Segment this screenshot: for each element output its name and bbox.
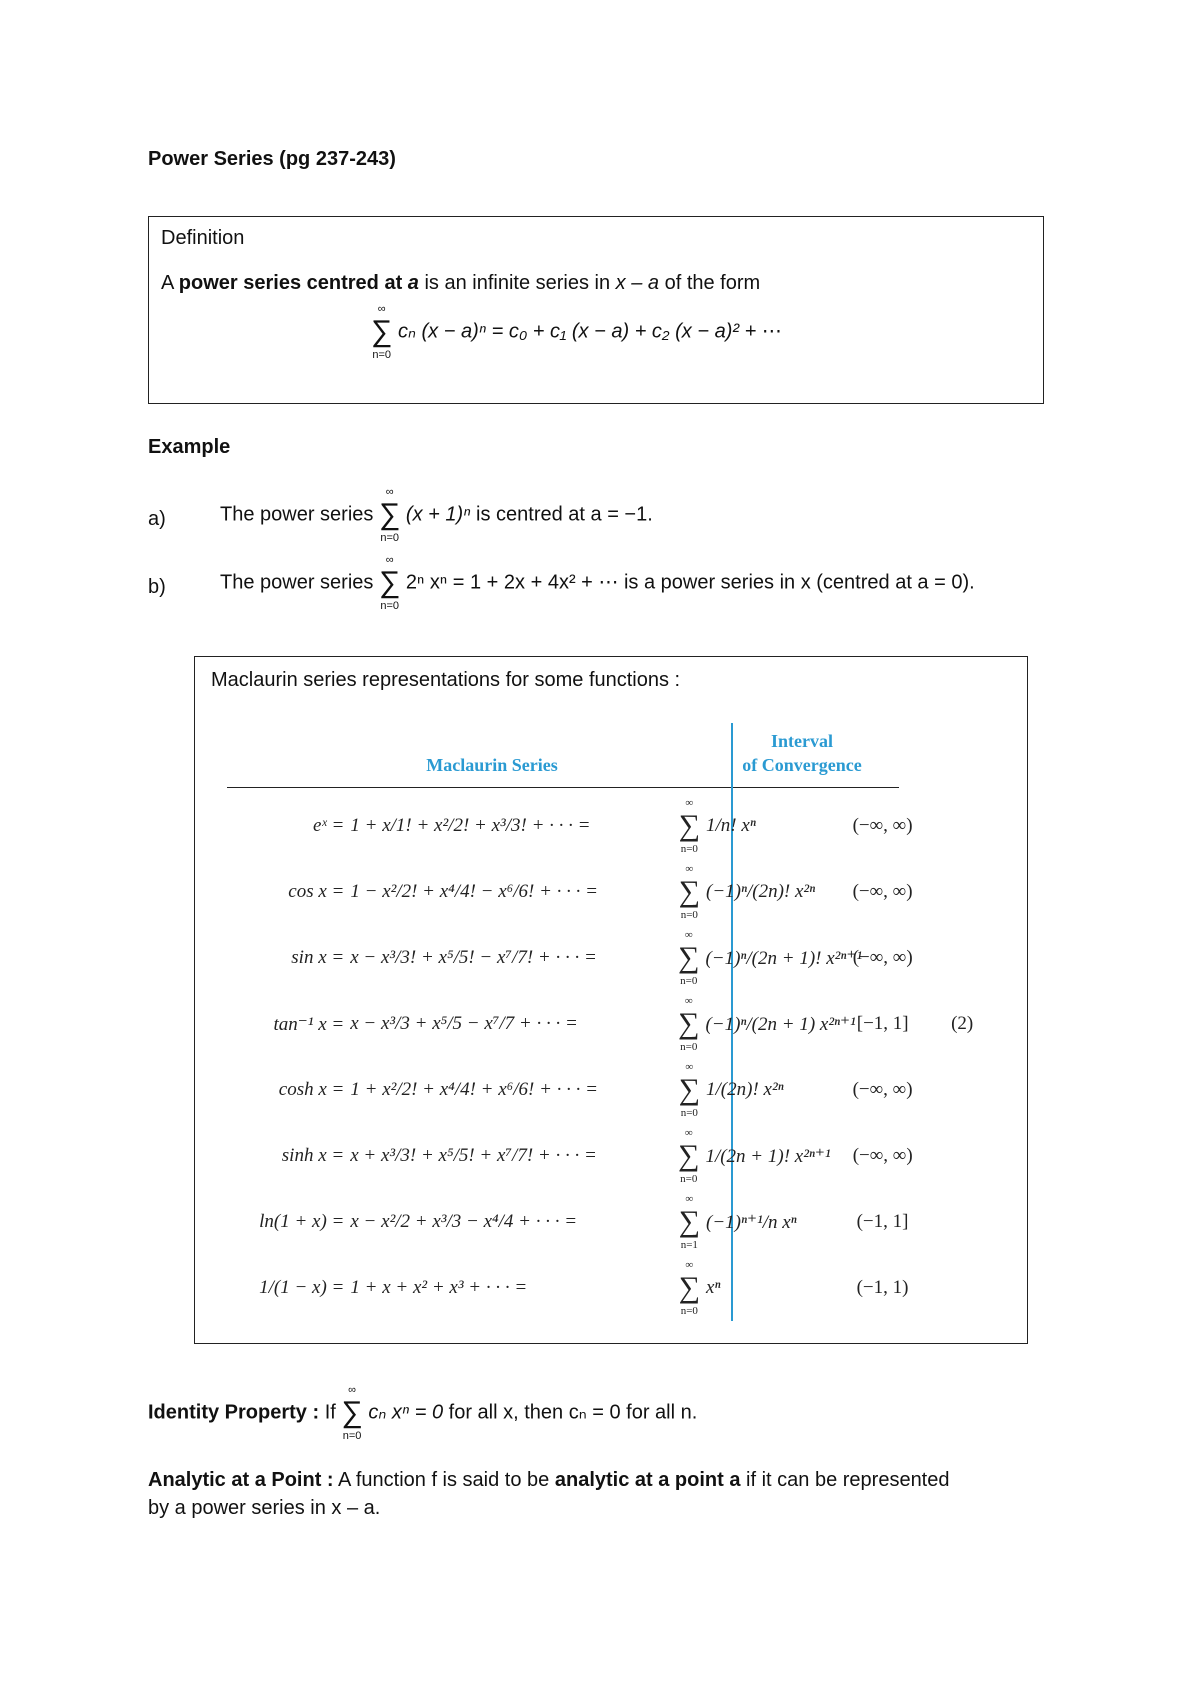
series-sum: ∞ ∑ n=1 (−1)ⁿ⁺¹/n xⁿ bbox=[678, 1193, 797, 1251]
identity-property: Identity Property : If ∞ ∑ n=0 cₙ xⁿ = 0 for all x, then cₙ = 0 for all n. bbox=[148, 1384, 698, 1442]
series-sum: ∞ ∑ n=0 1/(2n + 1)! x²ⁿ⁺¹ bbox=[678, 1127, 831, 1185]
example-a-label: a) bbox=[148, 508, 166, 530]
summation-icon: ∞ ∑ n=0 bbox=[678, 995, 700, 1053]
interval-of-convergence: (−1, 1] bbox=[856, 1211, 909, 1232]
series-expansion: x + x³/3! + x⁵/5! + x⁷/7! + · · · = bbox=[350, 1145, 597, 1166]
series-expansion: x − x³/3 + x⁵/5 − x⁷/7 + · · · = bbox=[350, 1013, 578, 1034]
series-function: ln(1 + x) = bbox=[259, 1211, 345, 1232]
analytic-definition: Analytic at a Point : A function f is said to be analytic at a point a if it can be represented by a power series in x – a. bbox=[148, 1469, 950, 1519]
maclaurin-table bbox=[227, 723, 1017, 1333]
series-sum: ∞ ∑ n=0 (−1)ⁿ/(2n + 1)! x²ⁿ⁺¹ bbox=[678, 929, 863, 987]
interval-of-convergence: (−∞, ∞) bbox=[852, 947, 913, 968]
series-sum: ∞ ∑ n=0 1/(2n)! x²ⁿ bbox=[678, 1061, 784, 1119]
series-function: sin x = bbox=[291, 947, 345, 968]
equation-tag: (2) bbox=[951, 1013, 974, 1034]
summation-icon: ∞ ∑ n=0 bbox=[678, 1259, 701, 1317]
series-sum: ∞ ∑ n=0 xⁿ bbox=[678, 1259, 721, 1317]
series-function: tan⁻¹ x = bbox=[273, 1013, 345, 1035]
summation-icon: ∞ ∑ n=1 bbox=[678, 1193, 701, 1251]
interval-of-convergence: (−∞, ∞) bbox=[852, 1145, 913, 1166]
definition-formula: ∞ ∑ n=0 cₙ (x − a)ⁿ = c₀ + c₁ (x − a) + c₂ (x − a)² + ⋯ bbox=[371, 303, 782, 361]
maclaurin-row bbox=[227, 859, 987, 925]
series-expansion: x − x³/3! + x⁵/5! − x⁷/7! + · · · = bbox=[350, 947, 597, 968]
series-expansion: 1 + x²/2! + x⁴/4! + x⁶/6! + · · · = bbox=[350, 1079, 599, 1100]
interval-of-convergence: (−∞, ∞) bbox=[852, 815, 913, 836]
summation-icon: ∞ ∑ n=0 bbox=[371, 303, 393, 361]
series-expansion: 1 + x/1! + x²/2! + x³/3! + · · · = bbox=[350, 815, 591, 836]
maclaurin-row bbox=[227, 1123, 987, 1189]
series-expansion: 1 − x²/2! + x⁴/4! − x⁶/6! + · · · = bbox=[350, 881, 599, 902]
definition-sentence: A power series centred at a is an infinite series in x – a of the form bbox=[161, 272, 761, 294]
column-header-interval-1: Interval bbox=[771, 731, 833, 751]
summation-icon: ∞ ∑ n=0 bbox=[678, 1061, 701, 1119]
summation-icon: ∞ ∑ n=0 bbox=[378, 554, 401, 612]
example-b-label: b) bbox=[148, 576, 166, 598]
maclaurin-row bbox=[227, 991, 987, 1057]
header-divider bbox=[227, 787, 899, 788]
summation-icon: ∞ ∑ n=0 bbox=[678, 863, 701, 921]
series-expansion: 1 + x + x² + x³ + · · · = bbox=[350, 1277, 528, 1298]
column-header-interval-2: of Convergence bbox=[742, 755, 862, 775]
series-sum: ∞ ∑ n=0 1/n! xⁿ bbox=[678, 797, 756, 855]
interval-of-convergence: (−1, 1) bbox=[856, 1277, 909, 1298]
example-b: The power series ∞ ∑ n=0 2ⁿ xⁿ = 1 + 2x + 4x² + ⋯ is a power series in x (centred at a = 0). bbox=[220, 554, 975, 612]
series-expansion: x − x²/2 + x³/3 − x⁴/4 + · · · = bbox=[350, 1211, 578, 1232]
series-function: 1/(1 − x) = bbox=[259, 1277, 345, 1298]
interval-of-convergence: (−∞, ∞) bbox=[852, 881, 913, 902]
maclaurin-box bbox=[194, 656, 1028, 1344]
definition-heading: Definition bbox=[161, 227, 245, 249]
definition-box bbox=[148, 216, 1044, 404]
maclaurin-row bbox=[227, 925, 987, 991]
summation-icon: ∞ ∑ n=0 bbox=[678, 797, 701, 855]
series-function: cosh x = bbox=[278, 1079, 345, 1100]
maclaurin-caption: Maclaurin series representations for some functions : bbox=[211, 669, 681, 691]
summation-icon: ∞ ∑ n=0 bbox=[678, 929, 700, 987]
summation-icon: ∞ ∑ n=0 bbox=[678, 1127, 700, 1185]
series-sum: ∞ ∑ n=0 (−1)ⁿ/(2n)! x²ⁿ bbox=[678, 863, 816, 921]
column-header-series: Maclaurin Series bbox=[426, 755, 558, 775]
page-title: Power Series (pg 237-243) bbox=[148, 148, 396, 170]
example-a: The power series ∞ ∑ n=0 (x + 1)ⁿ is centred at a = −1. bbox=[220, 486, 653, 544]
summation-icon: ∞ ∑ n=0 bbox=[341, 1384, 363, 1442]
series-sum: ∞ ∑ n=0 (−1)ⁿ/(2n + 1) x²ⁿ⁺¹ bbox=[678, 995, 856, 1053]
interval-of-convergence: (−∞, ∞) bbox=[852, 1079, 913, 1100]
maclaurin-row bbox=[227, 1189, 987, 1255]
example-heading: Example bbox=[148, 436, 231, 458]
series-function: cos x = bbox=[288, 881, 345, 902]
maclaurin-row bbox=[227, 1255, 987, 1321]
maclaurin-row bbox=[227, 793, 987, 859]
interval-of-convergence: [−1, 1] bbox=[856, 1013, 909, 1034]
series-function: eˣ = bbox=[313, 815, 345, 836]
maclaurin-row bbox=[227, 1057, 987, 1123]
series-function: sinh x = bbox=[281, 1145, 345, 1166]
summation-icon: ∞ ∑ n=0 bbox=[378, 486, 401, 544]
